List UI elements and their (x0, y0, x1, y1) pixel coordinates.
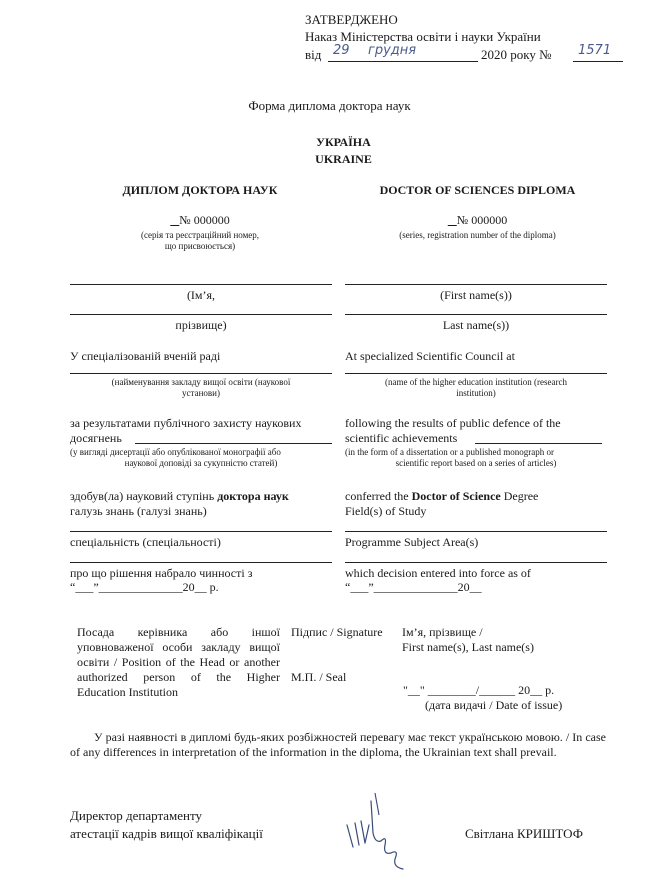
handwritten-signature (335, 785, 425, 875)
position-text: Посада керівника або іншої уповноваженої особи закладу вищої освіти / Position of the Head or another authorized person of the Higher Education Institution (77, 625, 280, 699)
form-ua-2: наукової доповіді за сукупністю статей) (124, 458, 278, 468)
field-en: Field(s) of Study (345, 504, 427, 518)
degree-en: conferred the Doctor of Science Degree (345, 489, 539, 503)
series-ua-1: (серія та реєстраційний номер, (140, 230, 260, 240)
approval-month: грудня (368, 43, 417, 58)
approval-title: ЗАТВЕРДЖЕНО (305, 12, 398, 27)
defence-en-1: following the results of public defence of the (345, 416, 561, 430)
seal-label: М.П. / Seal (291, 670, 347, 684)
name-label-2: First name(s), Last name(s) (402, 640, 534, 654)
specialty-ua: спеціальність (спеціальності) (70, 535, 221, 549)
diploma-title-en: DOCTOR OF SCIENCES DIPLOMA (379, 183, 576, 197)
field-ua: галузь знань (галузі знань) (70, 504, 207, 518)
defence-en-2: scientific achievements (345, 431, 458, 445)
country-en: UKRAINE (315, 152, 372, 166)
defence-ua-2: досягнень (70, 431, 122, 445)
form-title: Форма диплома доктора наук (248, 98, 411, 113)
issue-date-line: "__" ________/______ 20__ р. (403, 683, 555, 697)
force-ua: про що рішення набрало чинності з (70, 566, 253, 580)
form-en-1: (in the form of a dissertation or a published monograph or (345, 447, 554, 457)
force-en-date: “___”______________20__ (345, 580, 482, 594)
approval-year-text: 2020 року № (481, 47, 552, 62)
series-en: (series, registration number of the diploma) (399, 230, 556, 240)
form-en-2: scientific report based on a series of articles) (395, 458, 557, 468)
issue-date-label: (дата видачі / Date of issue) (425, 698, 563, 712)
ukrainian-prevails-note: У разі наявності в дипломі будь-яких розбіжностей перевагу має текст українською мовою. / In case of any differences in interpretation of the information in the diploma, the Ukrainian text shall prevail. (70, 730, 606, 759)
inst-ua-1: (найменування закладу вищої освіти (наукової (111, 377, 291, 387)
council-en: At specialized Scientific Council at (345, 349, 515, 363)
force-en: which decision entered into force as of (345, 566, 531, 580)
inst-ua-2: установи) (182, 388, 220, 398)
approval-number: 1571 (578, 43, 612, 58)
name-label-1: Ім’я, прізвище / (402, 625, 483, 639)
diploma-number-ua: № 000000 (179, 213, 230, 227)
specialty-en: Programme Subject Area(s) (345, 535, 479, 549)
inst-en-2: institution) (456, 388, 496, 398)
signature-label: Підпис / Signature (291, 625, 383, 639)
director-name: Світлана КРИШТОФ (465, 826, 584, 841)
diploma-title-ua: ДИПЛОМ ДОКТОРА НАУК (122, 183, 278, 197)
director-title-2: атестації кадрів вищої кваліфікації (70, 826, 263, 841)
last-name-en: Last name(s)) (442, 318, 510, 332)
council-ua: У спеціалізованій вченій раді (70, 349, 221, 363)
first-name-ua: (Ім’я, (186, 288, 216, 302)
approval-from-label: від (305, 47, 322, 62)
director-title-1: Директор департаменту (70, 808, 203, 823)
first-name-en: (First name(s)) (440, 288, 512, 302)
approval-order-line: Наказ Міністерства освіти і науки України (305, 29, 541, 44)
inst-en-1: (name of the higher education institution (research (385, 377, 567, 387)
force-ua-date: “___”______________20__ р. (70, 580, 219, 594)
last-name-ua: прізвище) (175, 318, 227, 332)
series-ua-2: що присвоюється) (164, 241, 236, 251)
form-ua-1: (у вигляді дисертації або опублікованої монографії або (70, 447, 281, 457)
defence-ua-1: за результатами публічного захисту наукових (70, 416, 302, 430)
approval-day: 29 (333, 43, 350, 58)
country-ua: УКРАЇНА (316, 135, 371, 149)
diploma-number-en: № 000000 (456, 213, 508, 227)
degree-ua: здобув(ла) науковий ступінь доктора наук (70, 489, 289, 503)
